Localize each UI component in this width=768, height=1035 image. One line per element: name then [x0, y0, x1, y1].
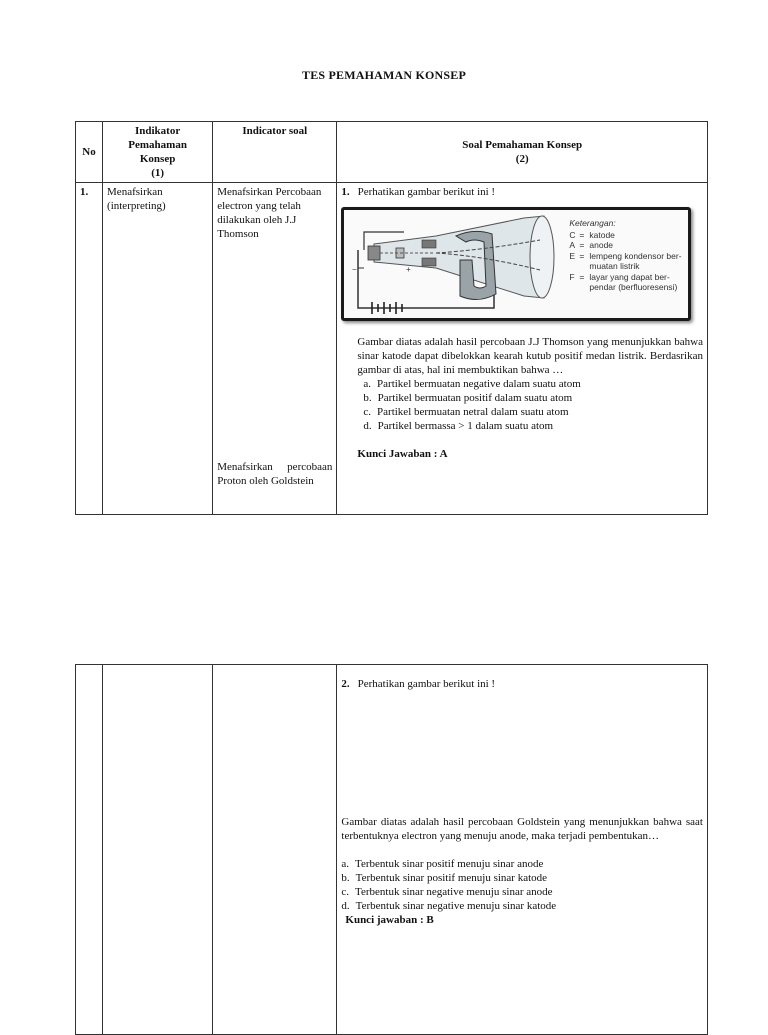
row-indicator-soal — [213, 665, 337, 1035]
header-soal: Soal Pemahaman Konsep (2) — [337, 122, 708, 183]
table-row — [76, 665, 708, 1035]
option-d: d. Partikel bermassa > 1 dalam suatu atom — [363, 420, 554, 432]
answer-key-2: Kunci jawaban : B — [345, 914, 434, 926]
svg-text:−: − — [352, 265, 358, 274]
question-2-text: Gambar diatas adalah hasil percobaan Goldstein yang menunjukkan bahwa saat terbentuknya electron yang menuju anode, maka terjadi pembentukan… — [341, 816, 703, 842]
question-table-2 — [75, 664, 708, 1035]
table-header-row — [76, 122, 708, 183]
question-2-figure-placeholder — [341, 691, 703, 815]
question-1-intro: 1. Perhatikan gambar berikut ini ! — [341, 186, 496, 198]
option-b: b. Terbentuk sinar positif menuju sinar katode — [341, 872, 548, 884]
header-indicator-soal: Indicator soal — [213, 122, 337, 183]
question-1-text: Gambar diatas adalah hasil percobaan J.J Thomson yang menunjukkan bahwa sinar katode dapat dibelokkan kearah kutub positif medan listrik. Berdasrikan gambar di atas, hal ini membuktikan bahwa … — [357, 336, 703, 376]
option-c: c. Terbentuk sinar negative menuju sinar anode — [341, 886, 553, 898]
option-b: b. Partikel bermuatan positif dalam suatu atom — [363, 392, 573, 404]
question-1-options — [341, 377, 703, 433]
option-c: c. Partikel bermuatan netral dalam suatu atom — [363, 406, 569, 418]
row-no: 1. — [76, 183, 103, 515]
row-indikator — [103, 665, 213, 1035]
row-indikator: Menafsirkan (interpreting) — [103, 183, 213, 515]
document-title: TES PEMAHAMAN KONSEP — [301, 68, 466, 82]
question-2-options — [341, 857, 703, 913]
option-a: a. Partikel bermuatan negative dalam suatu atom — [363, 378, 581, 390]
header-indikator: Indikator Pemahaman Konsep (1) — [103, 122, 213, 183]
row-soal — [337, 183, 708, 515]
option-a: a. Terbentuk sinar positif menuju sinar anode — [341, 858, 544, 870]
table-row — [76, 183, 708, 515]
answer-key-1: Kunci Jawaban : A — [357, 448, 448, 460]
svg-text:+: + — [406, 265, 412, 274]
indicator-soal-thomson: Menafsirkan Percobaan electron yang telah dilakukan oleh J.J Thomson — [217, 186, 322, 240]
row-no — [76, 665, 103, 1035]
thomson-experiment-figure — [341, 207, 691, 321]
row-indicator-soal — [213, 183, 337, 515]
option-d: d. Terbentuk sinar negative menuju sinar katode — [341, 900, 557, 912]
figure-legend: Keterangan: C = katode A = anode E = lempeng kondensor ber- muatan listrik F = layar yang dapat ber- pendar (berfluoresensi) — [569, 218, 682, 292]
indicator-soal-goldstein: Menafsirkan percobaan Proton oleh Goldstein — [217, 461, 333, 487]
question-table-1 — [75, 121, 708, 515]
header-no: No — [76, 122, 103, 183]
question-2-intro: 2. Perhatikan gambar berikut ini ! — [341, 678, 496, 690]
row-soal — [337, 665, 708, 1035]
